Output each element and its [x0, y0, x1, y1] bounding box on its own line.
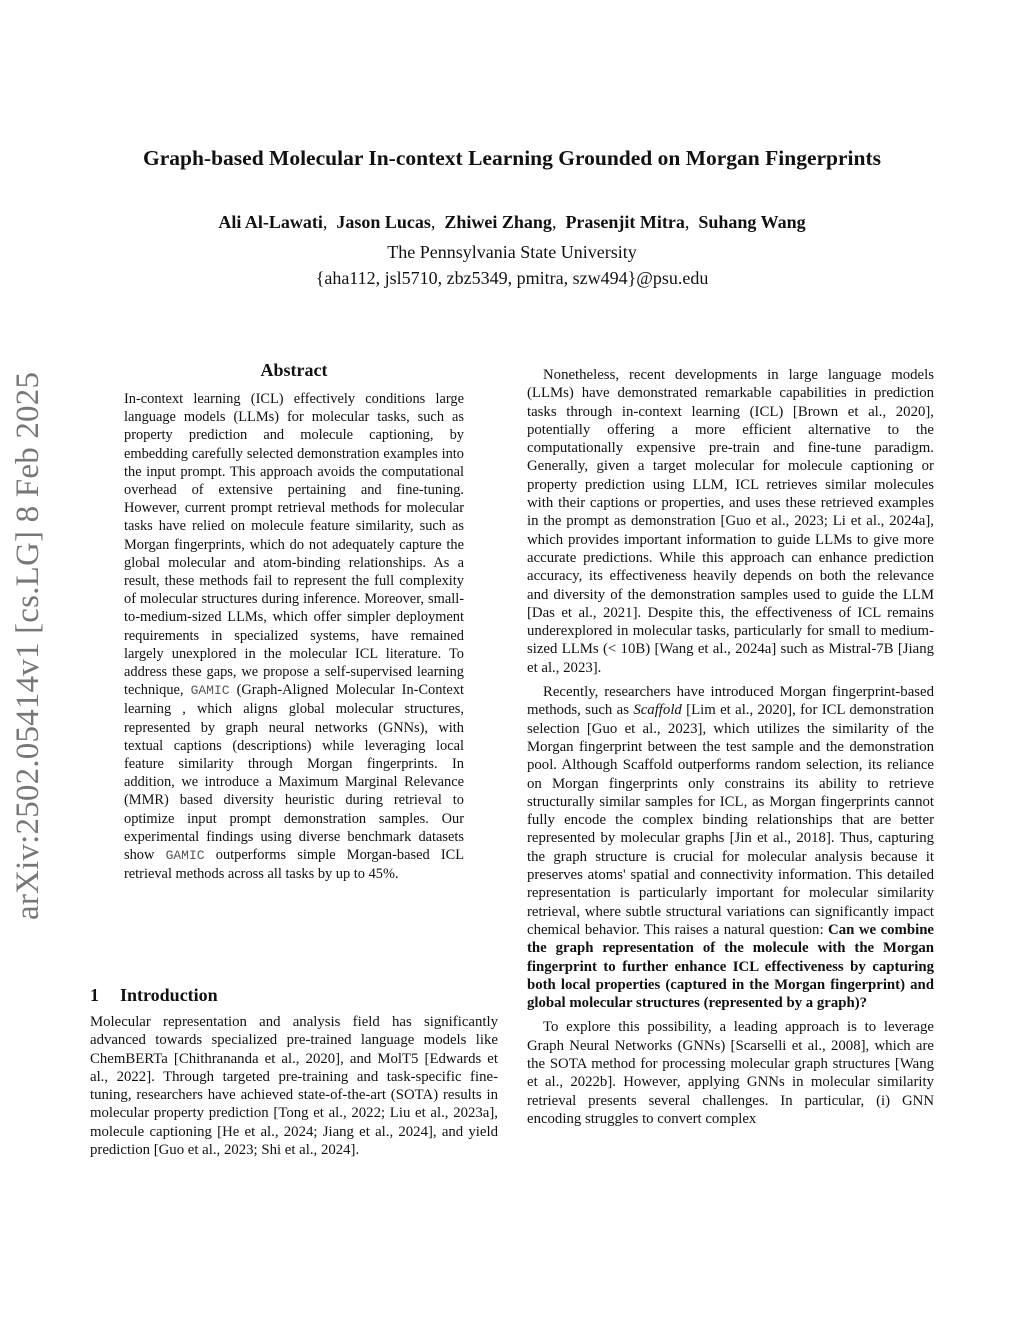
- abstract-body: [124, 390, 464, 883]
- author-name: Zhiwei Zhang: [444, 212, 552, 232]
- author-name: Ali Al-Lawati: [218, 212, 323, 232]
- section-number: 1: [90, 985, 99, 1005]
- author-list: Ali Al-Lawati, Jason Lucas, Zhiwei Zhang, Prasenjit Mitra, Suhang Wang: [218, 212, 806, 232]
- right-column: [527, 366, 934, 1134]
- body-paragraph: Recently, researchers have introduced Morgan fingerprint-based methods, such as Scaffold [Lim et al., 2020], for ICL demonstration selection [Guo et al., 2023], which utilizes the similarity of the Morgan fingerprint between the test sample and the demonstration pool. Although Scaffold outperforms random selection, its reliance on Morgan fingerprints only constrains its ability to retrieve structurally similar samples for ICL, as Morgan fingerprints cannot fully encode the complex binding relationships that are better represented by molecular graphs [Jin et al., 2018]. Thus, capturing the graph structure is crucial for molecular analysis because it preserves atoms' spatial and connectivity information. This detailed representation is particularly important for molecular similarity retrieval, where subtle structural variations can significantly impact chemical behavior. This raises a natural question: Can we combine the graph representation of the molecule with the Morgan fingerprint to further enhance ICL effectiveness by capturing both local properties (captured in the Morgan fingerprint) and global molecular structures (represented by a graph)?: [527, 684, 935, 1012]
- author-emails: {aha112, jsl5710, zbz5349, pmitra, szw494}@psu.edu: [315, 268, 709, 288]
- body-paragraph: Nonetheless, recent developments in large language models (LLMs) have demonstrated remarkable capabilities in prediction tasks through in-context learning (ICL) [Brown et al., 2020], potentially offering a more efficient alternative to the computationally expensive pre-train and fine-tune paradigm. Generally, given a target molecular for molecule captioning or property prediction using LLM, ICL retrieves similar molecules with their captions or properties, and uses these retrieved examples in the prompt as demonstration [Guo et al., 2023; Li et al., 2024a], which provides important information to guide LLMs to give more accurate predictions. While this approach can enhance prediction accuracy, its effectiveness heavily depends on both the relevance and diversity of the demonstration samples used to guide the LLM [Das et al., 2021]. Despite this, the effectiveness of ICL remains underexplored in molecular tasks, particularly for small to medium-sized LLMs (< 10B) [Wang et al., 2024a] such as Mistral-7B [Jiang et al., 2023].: [527, 367, 934, 676]
- author-name: Jason Lucas: [336, 212, 431, 232]
- body-paragraph: To explore this possibility, a leading approach is to leverage Graph Neural Networks (GNNs) [Scarselli et al., 2008], which are the SOTA method for processing molecular graph structures [Wang et al., 2022b]. However, applying GNNs in molecular similarity retrieval presents several challenges. In particular, (i) GNN encoding struggles to convert complex: [527, 1019, 934, 1127]
- method-name: GAMIC: [190, 683, 230, 699]
- arxiv-identifier[interactable]: arXiv:2502.05414v1 [cs.LG] 8 Feb 2025: [10, 371, 46, 920]
- arxiv-stamp-container: [10, 360, 60, 920]
- abstract-paragraph: In-context learning (ICL) effectively conditions large language models (LLMs) for molecular tasks, such as property prediction and molecule captioning, by embedding carefully selected demonstration examples into the input prompt. This approach avoids the computational overhead of extensive pertaining and fine-tuning. However, current prompt retrieval methods for molecular tasks have relied on molecule feature similarity, such as Morgan fingerprints, which do not adequately capture the global molecular and atom-binding relationships. As a result, these methods fail to represent the full complexity of molecular structures during inference. Moreover, small-to-medium-sized LLMs, which offer simpler deployment requirements in specialized systems, have remained largely unexplored in the molecular ICL literature. To address these gaps, we propose a self-supervised learning technique, GAMIC (Graph-Aligned Molecular In-Context learning , which aligns global molecular structures, represented by graph neural networks (GNNs), with textual captions (descriptions) while leveraging local feature similarity through Morgan fingerprints. In addition, we introduce a Maximum Marginal Relevance (MMR) based diversity heuristic during retrieval to optimize input prompt demonstration samples. Our experimental findings using diverse benchmark datasets show GAMIC outperforms simple Morgan-based ICL retrieval methods across all tasks by up to 45%.: [124, 391, 465, 883]
- method-name: GAMIC: [165, 848, 205, 864]
- section-heading-introduction: [90, 985, 498, 1006]
- author-name: Suhang Wang: [698, 212, 806, 232]
- abstract-heading: Abstract: [260, 360, 328, 380]
- affiliation: The Pennsylvania State University: [387, 242, 637, 262]
- introduction-body: [90, 1013, 498, 1159]
- research-question: Can we combine the graph representation of the molecule with the Morgan fingerprint to further enhance ICL effectiveness by capturing both local properties (captured in the Morgan fingerprint) and global molecular structures (represented by a graph)?: [527, 921, 935, 1012]
- body-paragraph: Molecular representation and analysis field has significantly advanced towards specialized pre-trained language models like ChemBERTa [Chithrananda et al., 2020], and MolT5 [Edwards et al., 2022]. Through targeted pre-training and task-specific fine-tuning, researchers have achieved state-of-the-art (SOTA) results in molecular property prediction [Tong et al., 2022; Liu et al., 2023a], molecule captioning [He et al., 2024; Jiang et al., 2024], and yield prediction [Guo et al., 2023; Shi et al., 2024].: [90, 1014, 498, 1159]
- method-name: Scaffold: [633, 702, 682, 719]
- section-title: Introduction: [120, 985, 218, 1005]
- author-name: Prasenjit Mitra: [565, 212, 685, 232]
- paper-title: Graph-based Molecular In-context Learning Grounded on Morgan Fingerprints: [143, 146, 881, 170]
